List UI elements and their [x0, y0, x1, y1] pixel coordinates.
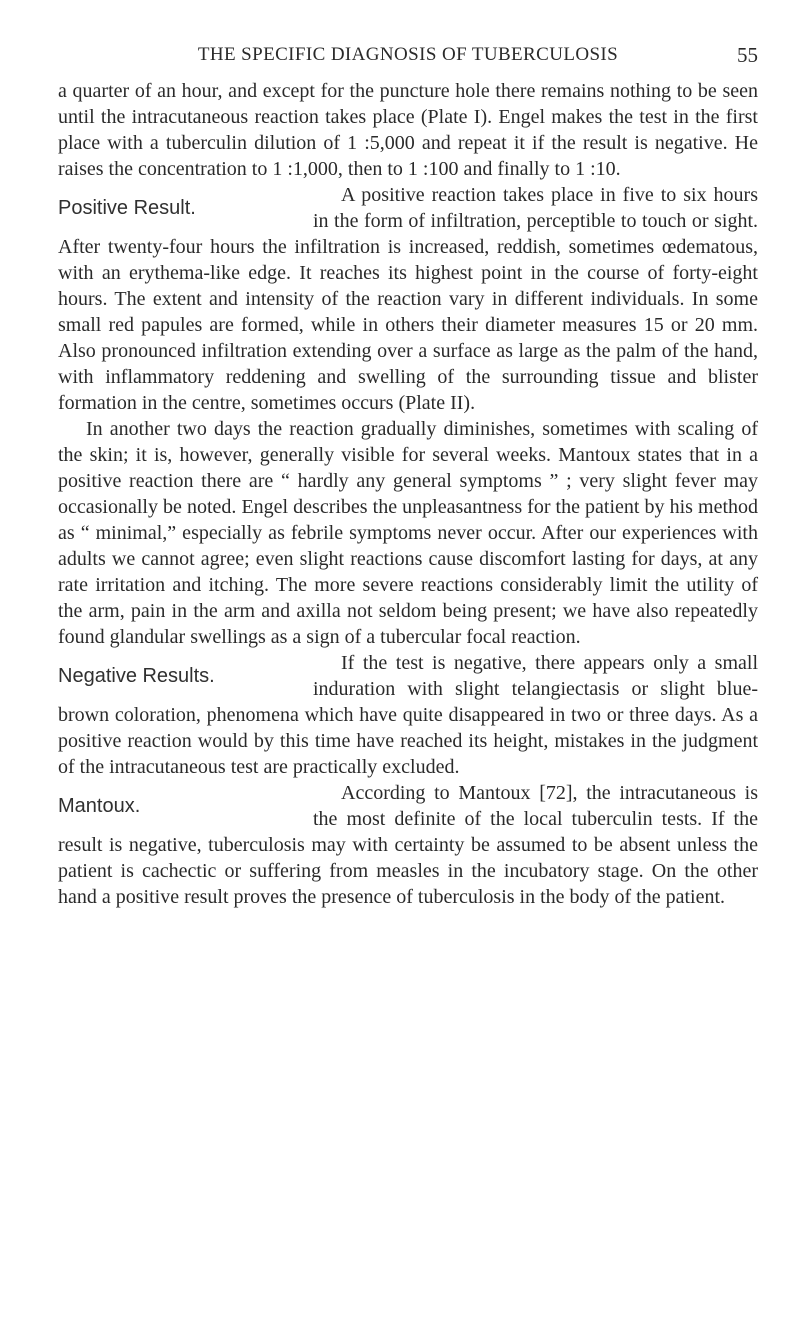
paragraph-mantoux: According to Mantoux [72], the intracutaneous is the most definite of the local tuberculin tests. If the result is negative, tuberculosis may with certainty be assumed to be absent unless the patient is cachectic or suffering from measles in the incubatory stage. On the other hand a positive result proves the presence of tuberculosis in the body of the patient. — [58, 782, 758, 908]
paragraph-reaction-course: In another two days the reaction gradually diminishes, sometimes with scaling of the skin; it is, however, generally visible for several weeks. Mantoux states that in a positive reaction there are “ hardly any general symptoms ” ; very slight fever may occasionally be noted. Engel describes the unpleasantness for the patient by his method as “ minimal,” especially as febrile symptoms never occur. After our experiences with adults we cannot agree; even slight reactions cause discomfort lasting for days, at any rate irritation and itching. The more severe reactions considerably limit the utility of the arm, pain in the arm and axilla not seldom being present; we have also repeatedly found glandular swellings as a sign of a tubercular focal reaction. — [58, 418, 758, 648]
paragraph-positive-result: A positive reaction takes place in five to six hours in the form of infiltration, perceptible to touch or sight. After twenty-four hours the infiltration is increased, reddish, sometimes œdematous, with an erythema-like edge. It reaches its highest point in the course of forty-eight hours. The extent and intensity of the reaction vary in different individuals. In some small red papules are formed, while in others their diameter measures 15 or 20 mm. Also pronounced infiltration extending over a surface as large as the palm of the hand, with inflammatory reddening and swelling of the surrounding tissue and blister formation in the centre, sometimes occurs (Plate II). — [58, 184, 758, 414]
body-text — [58, 78, 758, 910]
sidehead-positive-result: Positive Result. — [58, 197, 196, 219]
page-number: 55 — [737, 43, 758, 67]
sidehead-mantoux: Mantoux. — [58, 795, 141, 817]
sidehead-negative-results: Negative Results. — [58, 665, 215, 687]
running-title: THE SPECIFIC DIAGNOSIS OF TUBERCULOSIS — [197, 44, 619, 65]
paragraph-intro: a quarter of an hour, and except for the puncture hole there remains nothing to be seen until the intracutaneous reaction takes place (Plate I). Engel makes the test in the first place with a tuberculin dilution of 1 :5,000 and repeat it if the result is negative. He raises the concentration to 1 :1,000, then to 1 :100 and finally to 1 :10. — [58, 80, 758, 180]
running-head — [58, 38, 758, 72]
paragraph-negative-results: If the test is negative, there appears only a small induration with slight telangiectasis or slight blue-brown coloration, phenomena which have quite disappeared in two or three days. As a positive reaction would by this time have reached its height, mistakes in the judgment of the intracutaneous test are practically excluded. — [58, 652, 758, 778]
